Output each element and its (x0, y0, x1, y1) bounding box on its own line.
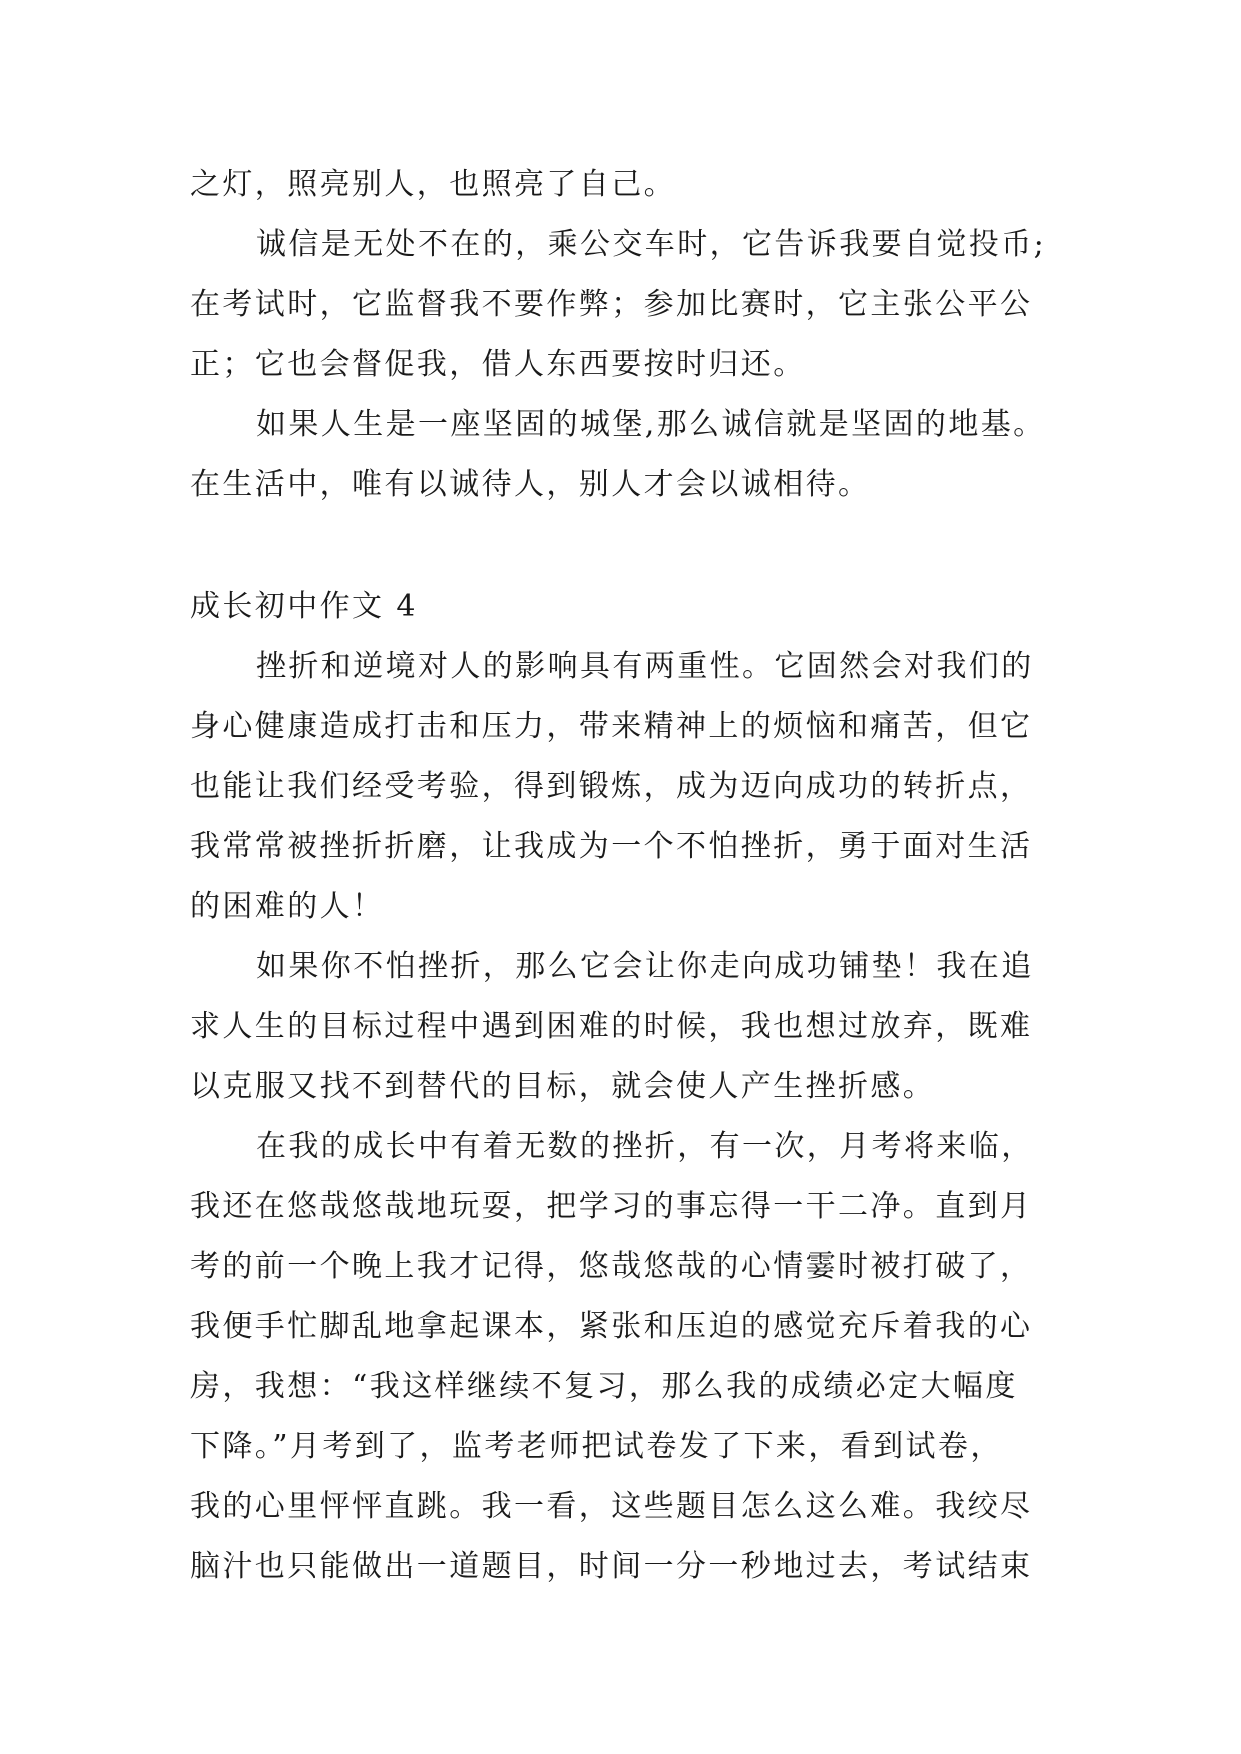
text-line: 之灯，照亮别人，也照亮了自己。 (190, 167, 676, 202)
text-line: 考的前一个晚上我才记得，悠哉悠哉的心情霎时被打破了， (190, 1249, 1033, 1284)
text-line: 求人生的目标过程中遇到困难的时候，我也想过放弃，既难 (190, 1009, 1033, 1044)
text-line: 我常常被挫折折磨，让我成为一个不怕挫折，勇于面对生活 (190, 829, 1033, 864)
text-line: 我的心里怦怦直跳。我一看，这些题目怎么这么难。我绞尽 (190, 1489, 1033, 1524)
paragraph-not-afraid (190, 937, 1060, 1117)
paragraph-honesty-everywhere (190, 215, 1060, 395)
text-line: 挫折和逆境对人的影响具有两重性。它固然会对我们的 (256, 649, 1034, 684)
text-line: 诚信是无处不在的，乘公交车时，它告诉我要自觉投币; (256, 227, 1047, 262)
text-line: 房，我想：“我这样继续不复习，那么我的成绩必定大幅度 (190, 1369, 1018, 1404)
text-line: 脑汁也只能做出一道题目，时间一分一秒地过去，考试结束 (190, 1549, 1033, 1584)
paragraph-setback-duality (190, 637, 1060, 937)
text-line: 我便手忙脚乱地拿起课本，紧张和压迫的感觉充斥着我的心 (190, 1309, 1033, 1344)
text-line: 在我的成长中有着无数的挫折，有一次，月考将来临， (256, 1129, 1034, 1164)
text-line: 身心健康造成打击和压力，带来精神上的烦恼和痛苦，但它 (190, 709, 1033, 744)
section-spacer (190, 515, 1060, 577)
paragraph-continued (190, 155, 1060, 215)
text-line: 如果你不怕挫折，那么它会让你走向成功铺垫！我在追 (256, 949, 1034, 984)
text-line: 在考试时，它监督我不要作弊；参加比赛时，它主张公平公 (190, 287, 1033, 322)
text-line: 也能让我们经受考验，得到锻炼，成为迈向成功的转折点， (190, 769, 1033, 804)
section-title: 成长初中作文 4 (190, 589, 418, 624)
text-line: 我还在悠哉悠哉地玩耍，把学习的事忘得一干二净。直到月 (190, 1189, 1033, 1224)
document-page (190, 155, 1060, 1597)
text-line: 以克服又找不到替代的目标，就会使人产生挫折感。 (190, 1069, 936, 1104)
paragraph-exam-story (190, 1117, 1060, 1597)
text-line: 正；它也会督促我，借人东西要按时归还。 (190, 347, 806, 382)
text-line: 如果人生是一座坚固的城堡,那么诚信就是坚固的地基。 (256, 407, 1046, 442)
paragraph-castle (190, 395, 1060, 515)
text-line: 在生活中，唯有以诚待人，别人才会以诚相待。 (190, 467, 871, 502)
text-line: 下降。”月考到了，监考老师把试卷发了下来，看到试卷， (190, 1429, 1003, 1464)
text-line: 的困难的人！ (190, 889, 385, 924)
